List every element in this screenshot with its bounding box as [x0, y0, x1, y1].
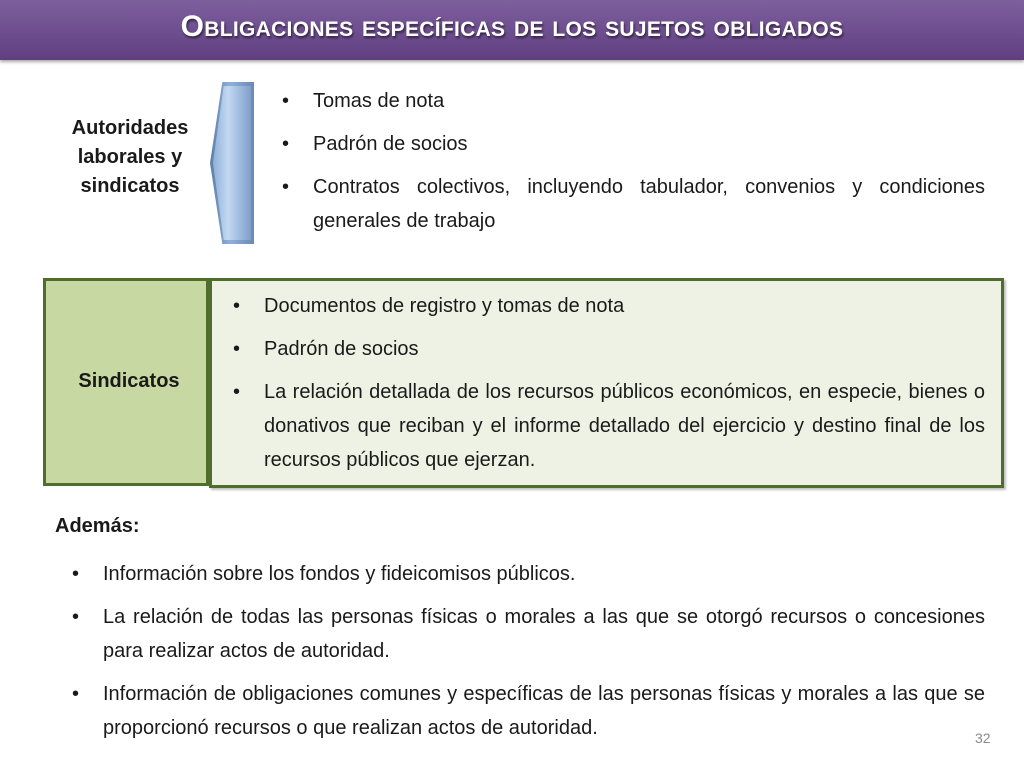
list-item: • Información sobre los fondos y fideicomisos públicos.: [70, 557, 985, 591]
list-item: • Tomas de nota: [280, 84, 985, 118]
ademas-heading: Además:: [55, 515, 140, 537]
list-item: • La relación detallada de los recursos públicos económicos, en especie, bienes o donativos que reciban y el informe detallado del ejercicio y destino final de los recursos públicos que ejerzan.: [231, 375, 985, 477]
title-bar: [0, 0, 1024, 60]
section1-list: [280, 84, 985, 247]
list-item: • La relación de todas las personas físicas o morales a las que se otorgó recursos o concesiones para realizar actos de autoridad.: [70, 600, 985, 668]
list-item: • Padrón de socios: [231, 332, 985, 366]
list-item: • Padrón de socios: [280, 127, 985, 161]
section2-label: Sindicatos: [78, 370, 180, 392]
section1-label: Autoridades laborales y sindicatos: [71, 117, 189, 197]
slide-title: Obligaciones específicas de los sujetos obligados: [180, 10, 844, 43]
list-item: • Contratos colectivos, incluyendo tabulador, convenios y condiciones generales de trabajo: [280, 170, 985, 238]
list-item: • Documentos de registro y tomas de nota: [231, 289, 985, 323]
ademas-list: [70, 557, 985, 754]
list-item: • Información de obligaciones comunes y específicas de las personas físicas y morales a las que se proporcionó recursos o que realizan actos de autoridad.: [70, 677, 985, 745]
page-number: 32: [975, 730, 991, 746]
section2-list: [231, 289, 985, 486]
